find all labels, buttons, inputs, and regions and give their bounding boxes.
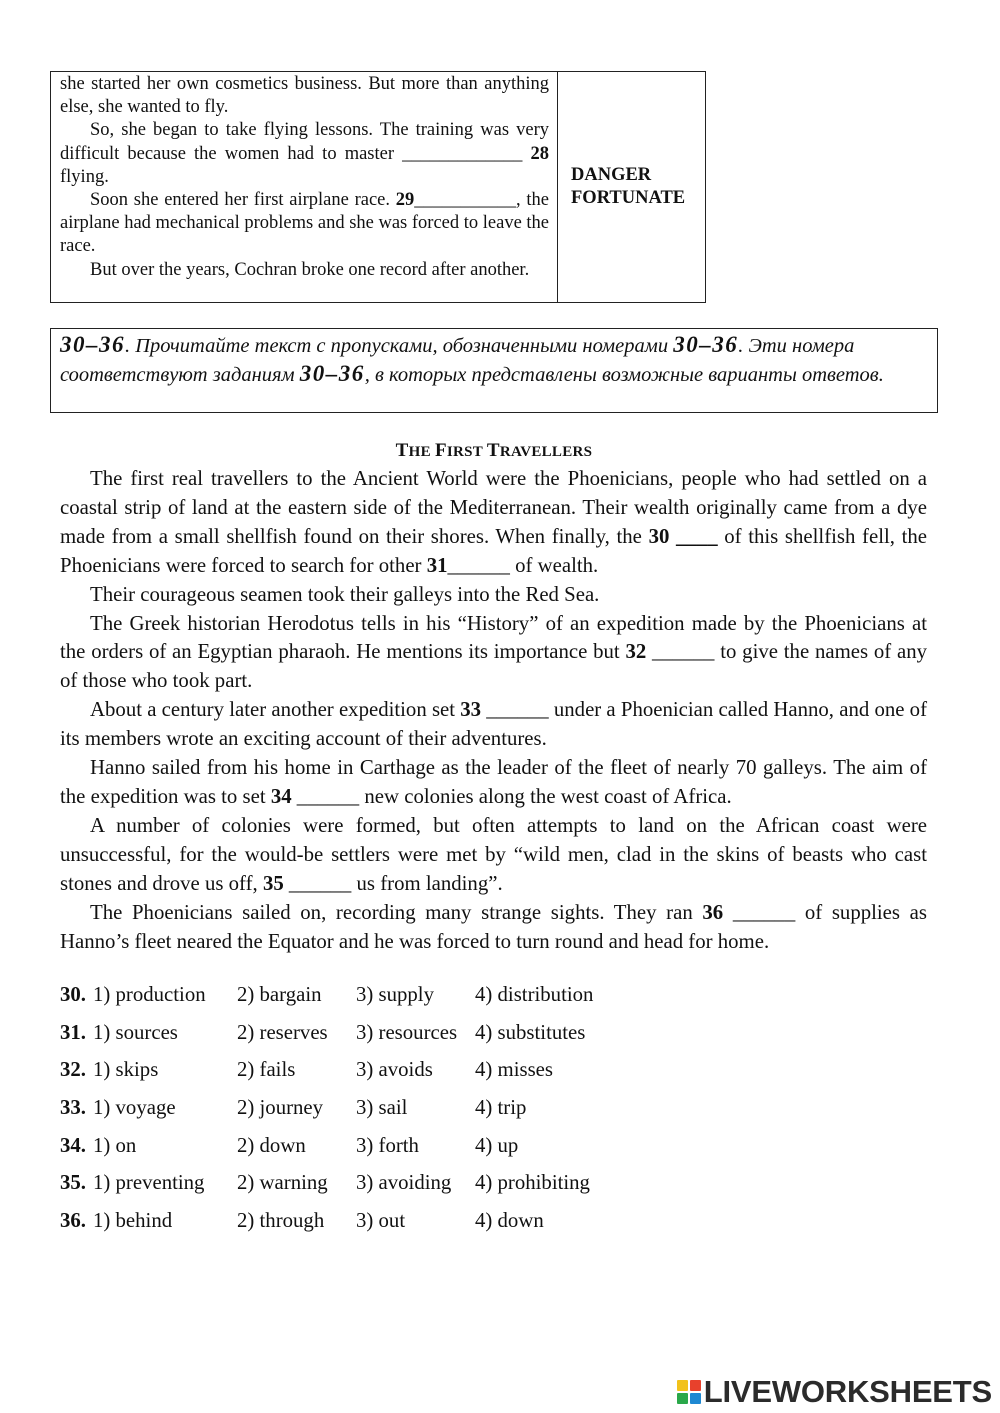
option-4[interactable]: 4) distribution	[475, 983, 594, 1006]
gap-number: ____	[669, 524, 718, 548]
text-run: A number of colonies were formed, but often attempts to land on the African coast were unsuccessful, for the would-be settlers were met by “wild men, clad in the skins of beasts who cast stones and drove us off,	[60, 813, 927, 895]
question-35	[60, 1171, 700, 1209]
option-1[interactable]: 1) behind	[93, 1209, 173, 1233]
question-number: 34.	[60, 1133, 86, 1157]
option-4[interactable]: 4) misses	[475, 1058, 553, 1082]
option-3[interactable]: 3) avoids	[356, 1058, 433, 1082]
logo-square	[690, 1393, 701, 1404]
instruction-range: 30–36	[60, 332, 125, 357]
option-2[interactable]: 2) fails	[237, 1058, 296, 1082]
text-run: flying.	[60, 166, 109, 187]
question-number: 33.	[60, 1096, 86, 1120]
text-run: So, she began to take flying lessons. The training was very difficult because the women had to master _____________	[60, 120, 549, 164]
option-4[interactable]: 4) up	[475, 1133, 519, 1157]
gap-number: 31	[426, 553, 448, 577]
logo-square	[690, 1380, 701, 1391]
question-number: 36.	[60, 1209, 86, 1233]
option-3[interactable]: 3) resources	[356, 1020, 458, 1044]
answer-options	[60, 983, 700, 1247]
word-form-danger: DANGER	[571, 165, 652, 185]
logo-square	[677, 1393, 688, 1404]
title-part: T	[486, 440, 500, 461]
title-part: RAVELLERS	[499, 444, 593, 460]
question-number: 32.	[60, 1058, 86, 1082]
option-4[interactable]: 4) trip	[475, 1096, 527, 1120]
top-paragraph	[60, 119, 549, 189]
text-run: ______ of wealth.	[447, 553, 599, 577]
text-run: of this shellfish fell, the Phoenicians were forced to search for other	[60, 524, 927, 577]
text-paragraph	[60, 581, 927, 610]
gap-number: 28	[530, 143, 549, 164]
option-4[interactable]: 4) substitutes	[475, 1020, 586, 1044]
option-1[interactable]: 1) skips	[93, 1058, 159, 1082]
gap-number: 30	[648, 524, 670, 548]
text-title	[0, 440, 988, 462]
option-2[interactable]: 2) bargain	[237, 983, 322, 1006]
option-3[interactable]: 3) out	[356, 1209, 406, 1233]
text-run: Hanno sailed from his home in Carthage as the leader of the fleet of nearly 70 galleys. The aim of the expedition was to set	[60, 756, 927, 808]
gap-number: 36	[702, 900, 724, 924]
gap-number: 33	[460, 698, 482, 722]
title-part: F	[434, 440, 447, 461]
question-36	[60, 1209, 700, 1247]
option-1[interactable]: 1) voyage	[93, 1096, 176, 1120]
option-2[interactable]: 2) reserves	[237, 1020, 328, 1044]
text-run: Soon she entered her first airplane race.	[90, 190, 396, 211]
question-34	[60, 1134, 700, 1172]
gap-number: 34	[270, 784, 292, 808]
option-2[interactable]: 2) through	[237, 1209, 325, 1233]
task-instruction	[50, 328, 938, 413]
text-run: ___________, the airplane had mechanical problems and she was forced to leave the race.	[60, 190, 550, 257]
question-32	[60, 1058, 700, 1096]
option-2[interactable]: 2) warning	[237, 1171, 328, 1195]
gap-number: 29	[395, 190, 415, 211]
text-run: ______ new colonies along the west coast of Africa.	[291, 784, 732, 808]
question-33	[60, 1096, 700, 1134]
option-3[interactable]: 3) sail	[356, 1096, 408, 1120]
question-number: 31.	[60, 1020, 86, 1044]
title-part: T	[395, 440, 409, 461]
top-paragraph	[60, 259, 549, 282]
instruction-text: . Эти номера соответствуют заданиям	[60, 335, 855, 386]
word-forms-column	[558, 72, 705, 302]
option-3[interactable]: 3) forth	[356, 1133, 419, 1157]
gap-number: 32	[625, 640, 647, 664]
text-run: she started her own cosmetics business. But more than anything else, she wanted to fly.	[60, 74, 549, 118]
text-paragraph	[60, 754, 927, 812]
option-4[interactable]: 4) prohibiting	[475, 1171, 590, 1195]
text-run: But over the years, Cochran broke one record after another.	[90, 259, 530, 280]
liveworksheets-logo	[677, 1375, 992, 1409]
title-part: IRST	[446, 444, 487, 460]
instruction-range: 30–36	[299, 361, 365, 386]
word-form-fortunate: FORTUNATE	[571, 188, 686, 208]
logo-mark-icon	[677, 1380, 701, 1404]
text-paragraph	[60, 696, 927, 754]
option-3[interactable]: 3) supply	[356, 983, 434, 1006]
word-formation-table	[50, 71, 706, 303]
question-30	[60, 983, 700, 1021]
text-run: ______ to give the names of any of those who took part.	[60, 640, 927, 693]
text-paragraph	[60, 899, 927, 957]
question-number: 35.	[60, 1171, 86, 1195]
text-paragraph	[60, 465, 927, 581]
text-run: The Greek historian Herodotus tells in his “History” of an expedition made by the Phoenicians at the orders of an Egyptian pharaoh. He mentions its importance but	[60, 611, 927, 664]
text-paragraph	[60, 610, 927, 697]
option-1[interactable]: 1) preventing	[93, 1171, 205, 1195]
option-1[interactable]: 1) production	[93, 983, 206, 1006]
text-run: The Phoenicians sailed on, recording many strange sights. They ran	[90, 900, 703, 924]
option-4[interactable]: 4) down	[475, 1209, 544, 1233]
option-1[interactable]: 1) on	[93, 1133, 137, 1157]
gap-number: 35	[262, 871, 284, 895]
text-run: ______ of supplies as Hanno’s fleet neared the Equator and he was forced to turn round and head for home.	[60, 900, 927, 953]
top-paragraph	[60, 73, 549, 119]
text-run: Their courageous seamen took their galleys into the Red Sea.	[90, 582, 600, 606]
word-formation-text	[51, 72, 558, 302]
title-part: HE	[408, 444, 435, 460]
instruction-text: . Прочитайте текст с пропусками, обозначенными номерами	[125, 335, 674, 357]
option-2[interactable]: 2) journey	[237, 1096, 324, 1120]
text-paragraph	[60, 812, 927, 899]
text-run: The first real travellers to the Ancient World were the Phoenicians, people who had settled on a coastal strip of land at the eastern side of the Mediterranean. Their wealth originally came from a dye made from a small shellfish found on their shores. When finally, the	[60, 467, 927, 548]
question-number: 30.	[60, 983, 86, 1006]
reading-text	[60, 465, 927, 956]
option-2[interactable]: 2) down	[237, 1133, 306, 1157]
instruction-range: 30–36	[673, 332, 739, 357]
question-31	[60, 1021, 700, 1059]
top-paragraph	[60, 189, 549, 259]
option-1[interactable]: 1) sources	[93, 1020, 178, 1044]
logo-text: LIVEWORKSHEETS	[703, 1374, 992, 1409]
text-run: About a century later another expedition set	[90, 698, 461, 722]
text-run: ______ under a Phoenician called Hanno, and one of its members wrote an exciting account of their adventures.	[60, 698, 928, 751]
logo-square	[677, 1380, 688, 1391]
text-run: ______ us from landing”.	[283, 871, 503, 895]
instruction-text: , в которых представлены возможные варианты ответов.	[364, 364, 884, 386]
option-3[interactable]: 3) avoiding	[356, 1171, 452, 1195]
